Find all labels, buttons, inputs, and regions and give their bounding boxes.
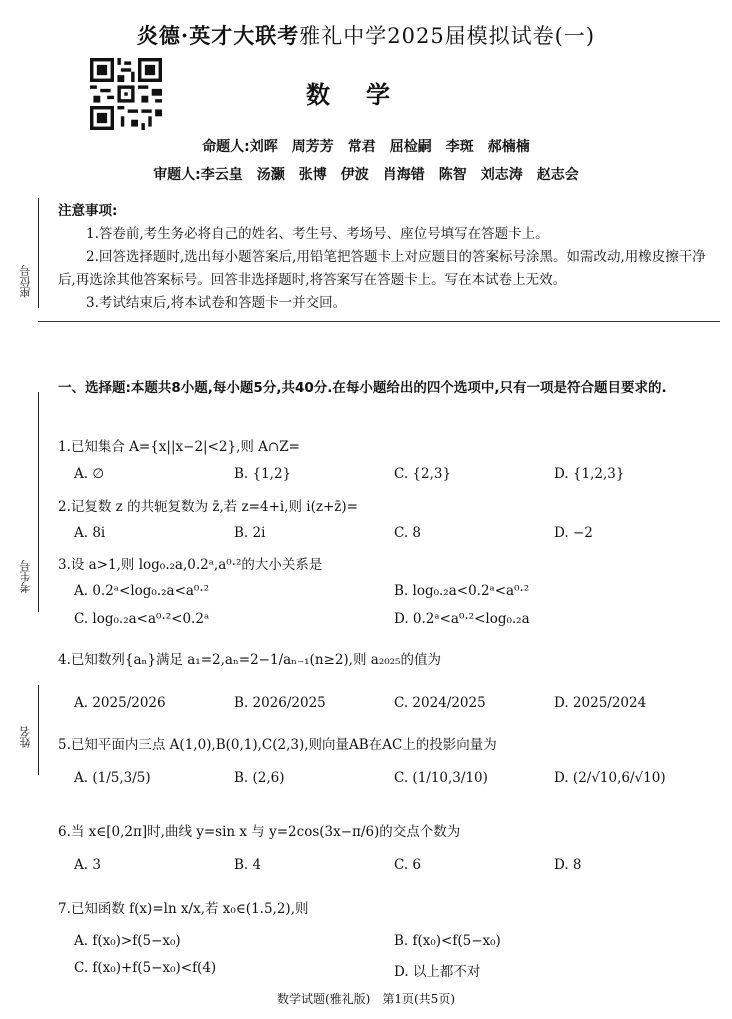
reviewers-line: 审题人:李云皇 汤灏 张博 伊波 肖海错 陈智 刘志涛 赵志会 xyxy=(153,167,579,183)
seat-label: 座位号 xyxy=(19,265,32,298)
q6-option-c: C. 6 xyxy=(394,857,422,873)
q4-option-c: C. 2024/2025 xyxy=(394,695,486,711)
title-bold: 炎德·英才大联考 xyxy=(136,23,300,48)
q4-option-a: A. 2025/2026 xyxy=(74,695,166,711)
q5-option-b: B. (2,6) xyxy=(234,770,285,786)
name-label: 姓名 xyxy=(19,726,32,748)
q6-option-b: B. 4 xyxy=(234,857,262,873)
q3-option-d: D. 0.2ᵃ<a⁰·²<log₀.₂a xyxy=(394,611,530,627)
question-1: 1.已知集合 A={x||x−2|<2},则 A∩Z= xyxy=(58,439,300,455)
q6-option-a: A. 3 xyxy=(74,857,101,873)
q7-option-a: A. f(x₀)>f(5−x₀) xyxy=(74,933,181,949)
title-rest: 雅礼中学2025届模拟试卷(一) xyxy=(299,24,596,48)
q2-option-b: B. 2i xyxy=(234,525,266,541)
question-4: 4.已知数列{aₙ}满足 a₁=2,aₙ=2−1/aₙ₋₁(n≥2),则 a₂₀₂₅的值为 xyxy=(58,652,441,668)
q1-option-b: B. {1,2} xyxy=(234,466,292,482)
q1-option-d: D. {1,2,3} xyxy=(554,466,625,482)
question-2: 2.记复数 z 的共轭复数为 z̄,若 z=4+i,则 i(z+z̄)= xyxy=(58,499,358,515)
q2-option-a: A. 8i xyxy=(74,525,106,541)
note-item: 2.回答选择题时,选出每小题答案后,用铅笔把答题卡上对应题目的答案标号涂黑。如需改动,用橡皮擦干净后,再选涂其他答案标号。回答非选择题时,将答案写在答题卡上。写在本试卷上无效。 xyxy=(58,249,706,288)
q1-option-a: A. ∅ xyxy=(74,466,105,482)
section-heading: 一、选择题:本题共8小题,每小题5分,共40分.在每小题给出的四个选项中,只有一项是符合题目要求的. xyxy=(58,380,667,396)
question-7: 7.已知函数 f(x)=ln x/x,若 x₀∈(1.5,2),则 xyxy=(58,901,309,917)
q7-option-c: C. f(x₀)+f(5−x₀)<f(4) xyxy=(74,960,217,976)
notes xyxy=(58,200,720,322)
authors-line: 命题人:刘晖 周芳芳 常君 屈检嗣 李斑 郝楠楠 xyxy=(202,139,530,155)
side-line-name xyxy=(38,685,39,775)
exam-title xyxy=(0,20,732,50)
q4-option-b: B. 2026/2025 xyxy=(234,695,326,711)
exam-number-label: 考生号 xyxy=(19,560,32,593)
q2-option-c: C. 8 xyxy=(394,525,422,541)
page-footer: 数学试题(雅礼版) 第1页(共5页) xyxy=(277,992,455,1006)
q4-option-d: D. 2025/2024 xyxy=(554,695,647,711)
side-line-seat xyxy=(38,198,39,308)
q7-option-b: B. f(x₀)<f(5−x₀) xyxy=(394,933,501,949)
notes-divider xyxy=(38,321,720,322)
note-item: 1.答卷前,考生务必将自己的姓名、考生号、考场号、座位号填写在答题卡上。 xyxy=(86,226,549,242)
q1-option-c: C. {2,3} xyxy=(394,466,452,482)
q6-option-d: D. 8 xyxy=(554,857,582,873)
question-6: 6.当 x∈[0,2π]时,曲线 y=sin x 与 y=2cos(3x−π/6)的交点个数为 xyxy=(58,824,461,840)
subject-title: 数学 xyxy=(306,80,426,109)
question-3: 3.设 a>1,则 log₀.₂a,0.2ᵃ,a⁰·²的大小关系是 xyxy=(58,557,323,573)
q3-option-b: B. log₀.₂a<0.2ᵃ<a⁰·² xyxy=(394,583,530,599)
q5-option-d: D. (2/√10,6/√10) xyxy=(554,770,666,786)
question-5: 5.已知平面内三点 A(1,0),B(0,1),C(2,3),则向量AB在AC上的投影向量为 xyxy=(58,737,497,753)
q5-option-a: A. (1/5,3/5) xyxy=(74,770,151,786)
q3-option-c: C. log₀.₂a<a⁰·²<0.2ᵃ xyxy=(74,611,210,627)
q7-option-d: D. 以上都不对 xyxy=(394,964,481,980)
q2-option-d: D. −2 xyxy=(554,525,593,541)
notes-heading: 注意事项: xyxy=(58,203,118,219)
note-item: 3.考试结束后,将本试卷和答题卡一并交回。 xyxy=(86,295,347,311)
q5-option-c: C. (1/10,3/10) xyxy=(394,770,488,786)
q3-option-a: A. 0.2ᵃ<log₀.₂a<a⁰·² xyxy=(74,583,210,599)
side-line-exam xyxy=(38,392,39,612)
